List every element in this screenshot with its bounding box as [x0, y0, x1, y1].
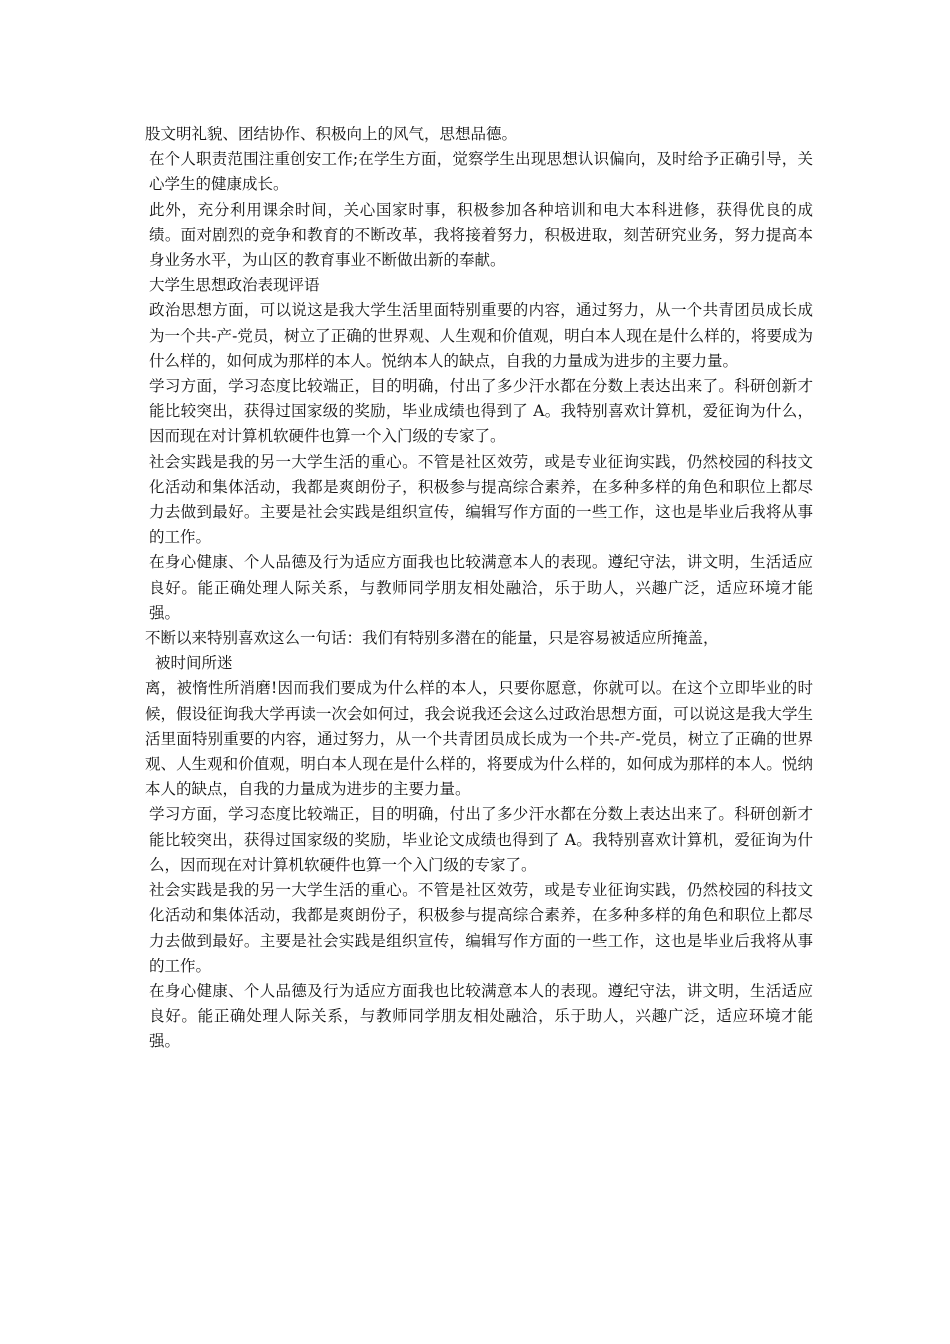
- paragraph: 被时间所迷: [155, 654, 233, 673]
- section-heading: 大学生思想政治表现评语: [149, 276, 320, 295]
- paragraph: 此外，充分利用课余时间，关心国家时事，积极参加各种培训和电大本科进修，获得优良的成绩。面对剧烈的竞争和教育的不断改革，我将接着努力，积极进取，刻苦研究业务，努力提高本身业务水平，为山区的教育事业不断做出新的奉献。: [149, 200, 813, 270]
- paragraph: 股文明礼貌、团结协作、积极向上的风气，思想品德。: [145, 125, 518, 143]
- paragraph: 离，被惰性所消磨!因而我们要成为什么样的本人，只要你愿意，你就可以。在这个立即毕业的时候，假设征询我大学再读一次会如何过，我会说我还会这么过政治思想方面，可以说这是我大学生活里面特别重要的内容，通过努力，从一个共青团员成长成为一个共-产-党员，树立了正确的世界观、人生观和价值观，明白本人现在是什么样的，将要成为什么样的，如何成为那样的本人。悦纳本人的缺点，自我的力量成为进步的主要力量。: [145, 679, 813, 799]
- paragraph: 学习方面，学习态度比较端正，目的明确，付出了多少汗水都在分数上表达出来了。科研创新才能比较突出，获得过国家级的奖励，毕业成绩也得到了 A。我特别喜欢计算机，爱征询为什么，因而现在对计算机软硬件也算一个入门级的专家了。: [149, 377, 813, 446]
- paragraph: 在身心健康、个人品德及行为适应方面我也比较满意本人的表现。遵纪守法，讲文明，生活适应良好。能正确处理人际关系，与教师同学朋友相处融洽，乐于助人，兴趣广泛，适应环境才能强。: [149, 553, 813, 622]
- document-body: [145, 122, 813, 1055]
- paragraph: 不断以来特别喜欢这么一句话：我们有特别多潜在的能量，只是容易被适应所掩盖，: [145, 629, 719, 648]
- paragraph: 社会实践是我的另一大学生活的重心。不管是社区效劳，或是专业征询实践，仍然校园的科技文化活动和集体活动，我都是爽朗份子，积极参与提高综合素养，在多种多样的角色和职位上都尽力去做到最好。主要是社会实践是组织宣传，编辑写作方面的一些工作，这也是毕业后我将从事的工作。: [149, 881, 813, 975]
- paragraph: 政治思想方面，可以说这是我大学生活里面特别重要的内容，通过努力，从一个共青团员成长成为一个共-产-党员，树立了正确的世界观、人生观和价值观，明白本人现在是什么样的，将要成为什么样的，如何成为那样的本人。悦纳本人的缺点，自我的力量成为进步的主要力量。: [149, 301, 813, 370]
- paragraph: 在个人职责范围注重创安工作;在学生方面，觉察学生出现思想认识偏向，及时给予正确引导，关心学生的健康成长。: [149, 150, 813, 194]
- paragraph: 学习方面，学习态度比较端正，目的明确，付出了多少汗水都在分数上表达出来了。科研创新才能比较突出，获得过国家级的奖励，毕业论文成绩也得到了 A。我特别喜欢计算机，爱征询为什么，因而现在对计算机软硬件也算一个入门级的专家了。: [149, 805, 813, 874]
- paragraph: 在身心健康、个人品德及行为适应方面我也比较满意本人的表现。遵纪守法，讲文明，生活适应良好。能正确处理人际关系，与教师同学朋友相处融洽，乐于助人，兴趣广泛，适应环境才能强。: [149, 981, 813, 1051]
- paragraph: 社会实践是我的另一大学生活的重心。不管是社区效劳，或是专业征询实践，仍然校园的科技文化活动和集体活动，我都是爽朗份子，积极参与提高综合素养，在多种多样的角色和职位上都尽力去做到最好。主要是社会实践是组织宣传，编辑写作方面的一些工作，这也是毕业后我将从事的工作。: [149, 452, 813, 547]
